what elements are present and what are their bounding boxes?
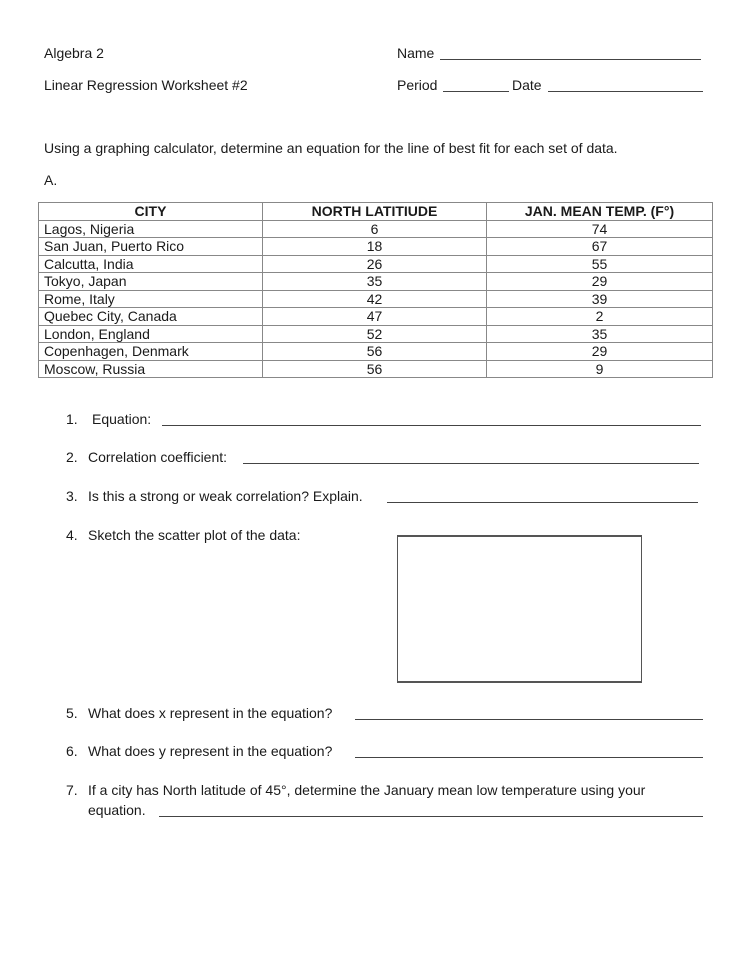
prediction-answer-blank[interactable]: [159, 816, 703, 817]
cell-city: San Juan, Puerto Rico: [39, 238, 263, 256]
cell-city: Lagos, Nigeria: [39, 220, 263, 238]
question-7-number: 7.: [66, 782, 78, 798]
cell-latitude: 6: [263, 220, 487, 238]
cell-latitude: 52: [263, 325, 487, 343]
cell-city: Rome, Italy: [39, 290, 263, 308]
data-table: [38, 202, 713, 378]
period-label: Period: [397, 77, 438, 93]
course-label: Algebra 2: [44, 45, 104, 61]
cell-city: London, England: [39, 325, 263, 343]
question-2-number: 2.: [66, 449, 78, 465]
cell-latitude: 18: [263, 238, 487, 256]
table-row: [39, 220, 713, 238]
cell-latitude: 42: [263, 290, 487, 308]
cell-temp: 29: [487, 343, 713, 361]
table-row: [39, 273, 713, 291]
cell-latitude: 35: [263, 273, 487, 291]
x-meaning-answer-blank[interactable]: [355, 719, 703, 720]
question-6-number: 6.: [66, 743, 78, 759]
question-5-text: What does x represent in the equation?: [88, 705, 333, 721]
instructions: Using a graphing calculator, determine an equation for the line of best fit for each set of data.: [44, 140, 618, 156]
cell-temp: 74: [487, 220, 713, 238]
scatter-plot-sketch-box[interactable]: [397, 535, 642, 683]
name-blank[interactable]: [440, 59, 701, 60]
equation-answer-blank[interactable]: [162, 425, 701, 426]
cell-city: Calcutta, India: [39, 255, 263, 273]
date-blank[interactable]: [548, 91, 703, 92]
table-row: [39, 360, 713, 378]
cell-city: Quebec City, Canada: [39, 308, 263, 326]
cell-city: Copenhagen, Denmark: [39, 343, 263, 361]
question-4-number: 4.: [66, 527, 78, 543]
table-row: [39, 325, 713, 343]
cell-temp: 39: [487, 290, 713, 308]
y-meaning-answer-blank[interactable]: [355, 757, 703, 758]
question-1-number: 1.: [66, 411, 78, 427]
cell-latitude: 26: [263, 255, 487, 273]
table-row: [39, 255, 713, 273]
period-blank[interactable]: [443, 91, 509, 92]
cell-latitude: 56: [263, 360, 487, 378]
worksheet-title: Linear Regression Worksheet #2: [44, 77, 248, 93]
header-temp: JAN. MEAN TEMP. (F°): [487, 203, 713, 221]
table-row: [39, 238, 713, 256]
table-row: [39, 343, 713, 361]
question-1-text: Equation:: [92, 411, 152, 427]
question-6-text: What does y represent in the equation?: [88, 743, 333, 759]
cell-temp: 55: [487, 255, 713, 273]
correlation-answer-blank[interactable]: [243, 463, 699, 464]
name-label: Name: [397, 45, 435, 61]
table-header-row: [39, 203, 713, 221]
question-4-text: Sketch the scatter plot of the data:: [88, 527, 301, 543]
header-latitude: NORTH LATITIUDE: [263, 203, 487, 221]
table-row: [39, 290, 713, 308]
cell-latitude: 47: [263, 308, 487, 326]
question-3-text: Is this a strong or weak correlation? Explain.: [88, 488, 363, 504]
section-label: A.: [44, 172, 58, 188]
question-5-number: 5.: [66, 705, 78, 721]
question-2-text: Correlation coefficient:: [88, 449, 228, 465]
cell-temp: 67: [487, 238, 713, 256]
strength-answer-blank[interactable]: [387, 502, 698, 503]
cell-temp: 2: [487, 308, 713, 326]
question-7-text-line2: equation.: [88, 802, 146, 818]
question-3-number: 3.: [66, 488, 78, 504]
cell-city: Moscow, Russia: [39, 360, 263, 378]
cell-latitude: 56: [263, 343, 487, 361]
header-city: CITY: [39, 203, 263, 221]
table-row: [39, 308, 713, 326]
date-label: Date: [512, 77, 542, 93]
cell-city: Tokyo, Japan: [39, 273, 263, 291]
question-7-text: If a city has North latitude of 45°, determine the January mean low temperature using your: [88, 782, 646, 798]
cell-temp: 9: [487, 360, 713, 378]
cell-temp: 29: [487, 273, 713, 291]
cell-temp: 35: [487, 325, 713, 343]
